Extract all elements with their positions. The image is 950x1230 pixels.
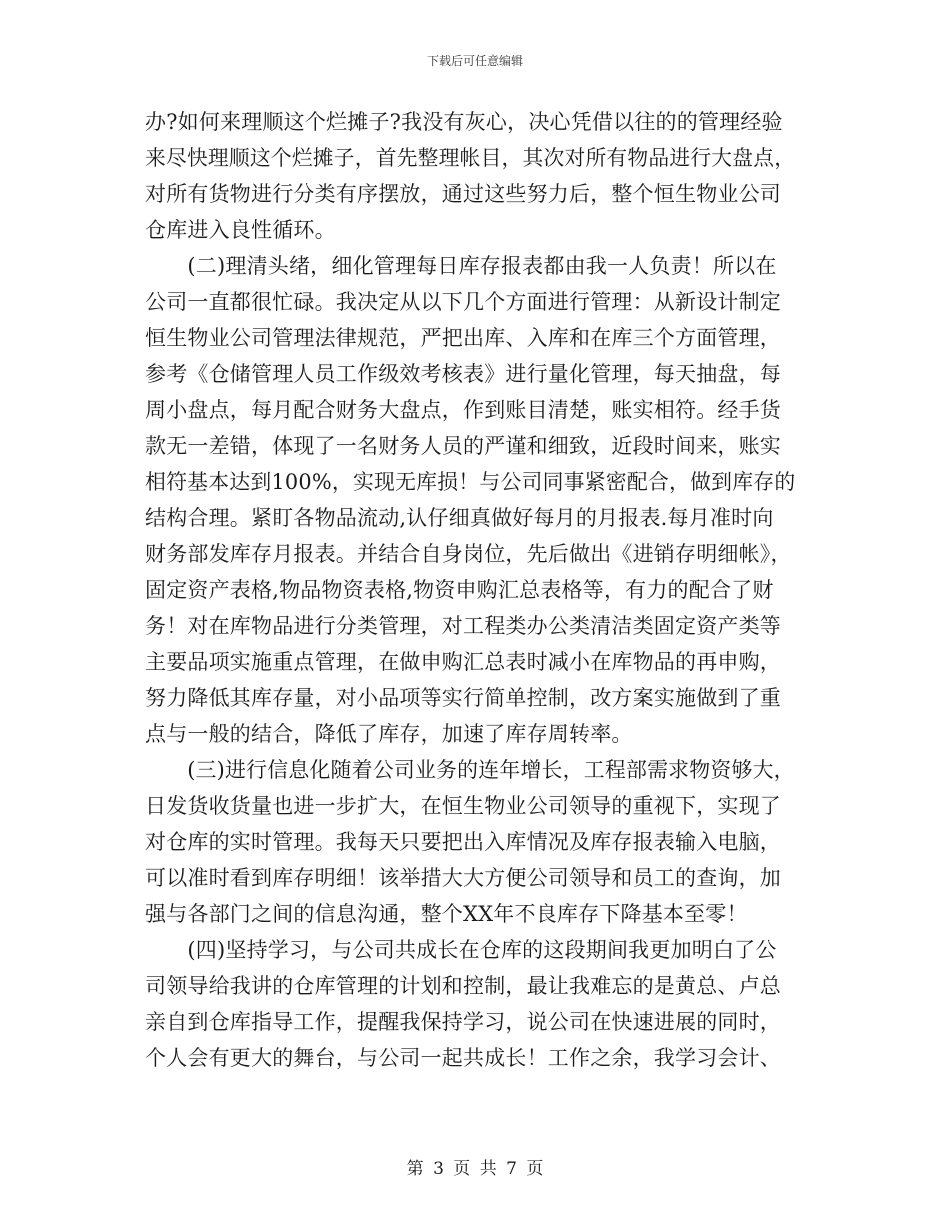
text-line: 来尽快理顺这个烂摊子，首先整理帐目，其次对所有物品进行大盘点， [145, 146, 796, 170]
text-line: (四)坚持学习，与公司共成长在仓库的这段期间我更加明白了公 [145, 938, 777, 962]
text-line: 亲自到仓库指导工作，提醒我保持学习，说公司在快速进展的同时， [145, 1010, 781, 1034]
document-body [145, 104, 795, 1076]
text-line: (二)理清头绪，细化管理每日库存报表都由我一人负责！所以在 [145, 254, 777, 278]
text-line: 财务部发库存月报表。并结合自身岗位，先后做出《进销存明细帐》， [145, 542, 792, 566]
text-line: 务！对在库物品进行分类管理，对工程类办公类清洁类固定资产类等 [145, 614, 781, 638]
text-line: 款无一差错，体现了一名财务人员的严谨和细致，近段时间来，账实 [145, 434, 781, 458]
text-line: 周小盘点，每月配合财务大盘点，作到账目清楚，账实相符。经手货 [145, 398, 781, 422]
text-line: 努力降低其库存量，对小品项等实行简单控制，改方案实施做到了重 [145, 686, 781, 710]
text-line: 个人会有更大的舞台，与公司一起共成长！工作之余，我学习会计、 [145, 1046, 781, 1070]
text-line: 仓库进入良性循环。 [145, 218, 336, 242]
page-number: 第 3 页 共 7 页 [406, 1159, 544, 1179]
page-header: 下载后可任意编辑 [426, 54, 523, 68]
text-line: 日发货收货量也进一步扩大，在恒生物业公司领导的重视下，实现了 [145, 794, 781, 818]
text-line: 点与一般的结合，降低了库存，加速了库存周转率。 [145, 722, 633, 746]
text-line: 对仓库的实时管理。我每天只要把出入库情况及库存报表输入电脑， [145, 830, 781, 854]
text-line: (三)进行信息化随着公司业务的连年增长，工程部需求物资够大， [145, 758, 795, 782]
text-line: 可以准时看到库存明细！该举措大大方便公司领导和员工的查询，加 [145, 866, 781, 890]
text-line: 固定资产表格,物品物资表格,物资申购汇总表格等，有力的配合了财 [145, 578, 774, 602]
text-line: 主要品项实施重点管理，在做申购汇总表时减小在库物品的再申购， [145, 650, 781, 674]
text-line: 参考《仓储管理人员工作级效考核表》进行量化管理，每天抽盘，每 [145, 362, 781, 386]
text-line: 公司一直都很忙碌。我决定从以下几个方面进行管理：从新设计制定 [145, 290, 781, 314]
text-line: 恒生物业公司管理法律规范，严把出库、入库和在库三个方面管理， [145, 326, 781, 350]
text-line: 相符基本达到100%，实现无库损！与公司同事紧密配合，做到库存的 [145, 470, 796, 494]
text-line: 对所有货物进行分类有序摆放，通过这些努力后，整个恒生物业公司 [145, 182, 781, 206]
text-line: 司领导给我讲的仓库管理的计划和控制，最让我难忘的是黄总、卢总 [145, 974, 781, 998]
text-line: 结构合理。紧盯各物品流动,认仔细真做好每月的月报表.每月准时向 [145, 506, 774, 530]
text-line: 强与各部门之间的信息沟通，整个XX年不良库存下降基本至零！ [145, 902, 748, 926]
text-line: 办?如何来理顺这个烂摊子?我没有灰心，决心凭借以往的的管理经验 [145, 110, 783, 134]
